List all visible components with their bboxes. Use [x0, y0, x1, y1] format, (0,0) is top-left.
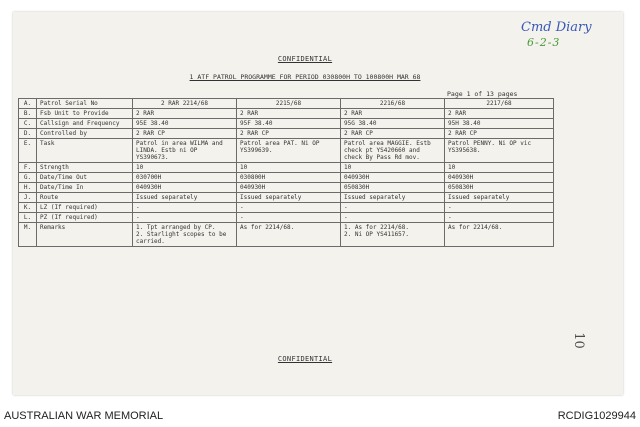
archive-credit: AUSTRALIAN WAR MEMORIAL: [4, 410, 164, 422]
row-letter: D.: [19, 129, 37, 139]
table-row: [19, 183, 554, 193]
table-cell: 040930H: [445, 173, 554, 183]
row-label: LZ (If required): [37, 203, 133, 213]
table-cell: 040930H: [341, 173, 445, 183]
table-row: [19, 99, 554, 109]
table-row: [19, 203, 554, 213]
table-cell: -: [445, 203, 554, 213]
table-cell: 050830H: [341, 183, 445, 193]
table-cell: Issued separately: [445, 193, 554, 203]
row-letter: G.: [19, 173, 37, 183]
row-label: Task: [37, 139, 133, 163]
row-label: Patrol Serial No: [37, 99, 133, 109]
table-cell: -: [445, 213, 554, 223]
row-label: Date/Time Out: [37, 173, 133, 183]
row-letter: K.: [19, 203, 37, 213]
row-label: Route: [37, 193, 133, 203]
patrol-table: [18, 98, 554, 247]
table-cell: 2 RAR CP: [341, 129, 445, 139]
table-cell: 2 RAR: [237, 109, 341, 119]
row-label: Callsign and Frequency: [37, 119, 133, 129]
table-cell: 95H 38.40: [445, 119, 554, 129]
table-row: [19, 213, 554, 223]
table-cell: 2 RAR: [445, 109, 554, 119]
table-cell: 95F 38.40: [237, 119, 341, 129]
table-cell: 2215/68: [237, 99, 341, 109]
table-cell: -: [341, 203, 445, 213]
table-row: [19, 173, 554, 183]
table-cell: 2 RAR: [133, 109, 237, 119]
margin-mark: 10: [570, 332, 586, 349]
table-cell: 2 RAR CP: [237, 129, 341, 139]
table-cell: Issued separately: [237, 193, 341, 203]
table-cell: -: [237, 213, 341, 223]
page-number: Page 1 of 13 pages: [447, 90, 518, 98]
row-label: Remarks: [37, 223, 133, 247]
row-letter: H.: [19, 183, 37, 193]
table-row: [19, 193, 554, 203]
table-cell: As for 2214/68.: [445, 223, 554, 247]
row-label: Date/Time In: [37, 183, 133, 193]
table-cell: 95G 38.40: [341, 119, 445, 129]
handwritten-annotation: Cmd Diary: [521, 20, 592, 35]
table-cell: 050830H: [445, 183, 554, 193]
classification-top: CONFIDENTIAL: [277, 55, 333, 63]
table-row: [19, 129, 554, 139]
table-cell: -: [133, 203, 237, 213]
handwritten-annotation-number: 6-2-3: [527, 36, 561, 49]
table-cell: 2 RAR: [341, 109, 445, 119]
classification-bottom: CONFIDENTIAL: [277, 355, 333, 363]
table-cell: 2 RAR 2214/68: [133, 99, 237, 109]
table-cell: 10: [341, 163, 445, 173]
table-cell: 040930H: [133, 183, 237, 193]
table-cell: Patrol area MAGGIE. Estb check pt YS420660 and check By Pass Rd mov.: [341, 139, 445, 163]
table-cell: 10: [237, 163, 341, 173]
row-letter: L.: [19, 213, 37, 223]
table-cell: 030700H: [133, 173, 237, 183]
table-cell: 10: [445, 163, 554, 173]
table-cell: 030800H: [237, 173, 341, 183]
row-letter: M.: [19, 223, 37, 247]
row-letter: E.: [19, 139, 37, 163]
table-cell: 2 RAR CP: [445, 129, 554, 139]
table-cell: Patrol in area WILMA and LINDA. Estb ni OP YS390673.: [133, 139, 237, 163]
table-cell: 95E 38.40: [133, 119, 237, 129]
table-cell: As for 2214/68.: [237, 223, 341, 247]
row-label: Strength: [37, 163, 133, 173]
table-cell: -: [341, 213, 445, 223]
row-letter: B.: [19, 109, 37, 119]
table-cell: Patrol area PAT. Ni OP YS399639.: [237, 139, 341, 163]
row-letter: J.: [19, 193, 37, 203]
row-letter: A.: [19, 99, 37, 109]
table-cell: 2217/68: [445, 99, 554, 109]
row-letter: C.: [19, 119, 37, 129]
document-title: 1 ATF PATROL PROGRAMME FOR PERIOD 030800H TO 100800H MAR 68: [189, 73, 421, 81]
table-cell: Patrol PENNY. Ni OP vic YS395638.: [445, 139, 554, 163]
table-cell: 2 RAR CP: [133, 129, 237, 139]
table-cell: 10: [133, 163, 237, 173]
table-row: [19, 119, 554, 129]
table-cell: -: [133, 213, 237, 223]
table-cell: 1. Tpt arranged by CP. 2. Starlight scopes to be carried.: [133, 223, 237, 247]
table-cell: 040930H: [237, 183, 341, 193]
table-row: [19, 109, 554, 119]
table-cell: -: [237, 203, 341, 213]
row-label: Controlled by: [37, 129, 133, 139]
row-letter: F.: [19, 163, 37, 173]
table-cell: Issued separately: [133, 193, 237, 203]
archive-id: RCDIG1029944: [557, 410, 636, 422]
table-row: [19, 139, 554, 163]
table-row: [19, 223, 554, 247]
table-cell: 1. As for 2214/68. 2. Ni OP YS411657.: [341, 223, 445, 247]
row-label: PZ (If required): [37, 213, 133, 223]
table-cell: 2216/68: [341, 99, 445, 109]
row-label: Fsb Unit to Provide: [37, 109, 133, 119]
table-row: [19, 163, 554, 173]
table-cell: Issued separately: [341, 193, 445, 203]
